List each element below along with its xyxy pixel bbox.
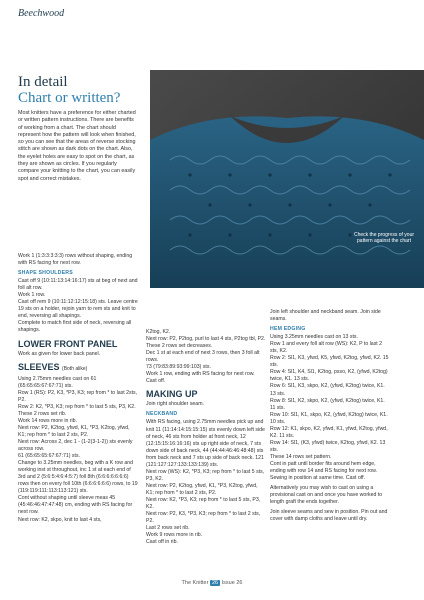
col2-p7: Join right shoulder seam. <box>146 401 204 408</box>
col1-p10: 61 (65:65:65:67:67:71) sts. <box>18 453 81 460</box>
col2-p4: 73 (79:83:89:93:99:103) sts. <box>146 364 211 371</box>
col2-p9: Last 2 rows set rib. <box>146 525 190 532</box>
shape-shoulders-heading: SHAPE SHOULDERS <box>18 270 73 277</box>
column-3 <box>270 309 390 523</box>
sweater-photo-image <box>150 70 424 288</box>
col2-next2: Next row: P2, K2tog, yfwd, K1, *P3, K2tog, yfwd, K1; rep from * to last 2 sts, P2. <box>146 482 258 496</box>
intro-subheading: Chart or written? <box>18 90 121 106</box>
page-footer <box>0 580 424 586</box>
col3-p3: These 14 rows set pattern. <box>270 453 332 460</box>
col2-p6: Cast off. <box>146 378 166 385</box>
col2-p10: Work 9 rows more in rib. <box>146 532 203 539</box>
col3-row2: Row 2: Sl1, K3, yfwd, K5, yfwd, K2tog, yfwd, K2. 15 sts. <box>270 355 389 369</box>
sleeves-heading <box>18 362 138 374</box>
col1-p6: Work as given for lower back panel. <box>18 350 101 357</box>
issue-number: Issue 26 <box>221 580 243 586</box>
page-number-badge: 26 <box>211 580 219 586</box>
col1-p2: Cast off 9 (10:11:13:14:16:17) sts at beg of next and foll alt row. <box>18 278 138 292</box>
col1-p1: Work 1 (1:3:3:3:3:3) rows without shaping, ending with RS facing for next row. <box>18 253 133 267</box>
col3-p2: Using 3.25mm needles cast on 13 sts. <box>270 334 358 341</box>
col3-p4: Cont in patt until border fits around hem edge, ending with row 14 and RS facing for next row. Sewing in position at same time. Cast off. <box>270 460 377 482</box>
col2-next1: Next row: P2, P2tog, purl to last 4 sts, P2tog tbl, P2. <box>146 336 266 343</box>
col1-next2: Next row: Across 2, dec 1 - (1-2(3-1-2)) sts evenly across row. <box>18 438 133 453</box>
column-2 <box>146 329 266 546</box>
col3-p6: Join sleeve seams and sew in position. Pin out and cover with damp cloths and leave until dry. <box>270 509 388 523</box>
col1-p7: Using 2.75mm needles cast on 61 (65:65:65:67:67:71) sts. <box>18 375 97 389</box>
column-1 <box>18 253 138 524</box>
col1-next3: Next row: K2, skpo, knit to last 4 sts, <box>18 516 102 523</box>
lower-front-heading: LOWER FRONT PANEL <box>18 338 118 349</box>
col2-p5: Work 1 row, ending with RS facing for next row. <box>146 371 255 378</box>
col2-p2: These 2 rows set decreases. <box>146 343 213 350</box>
magazine-name: The Knitter <box>181 580 209 586</box>
intro-box <box>18 74 136 183</box>
col2-p3: Dec 1 st at each end of next 3 rows, then 3 foll alt rows. <box>146 350 260 364</box>
col2-p11: Cast off in rib. <box>146 539 178 546</box>
col1-p12: Cont without shaping until sleeve meas 45 (45:46:46:47:47:48) cm, ending with RS facing for next row. <box>18 495 133 516</box>
col1-p3: Work 1 row. <box>18 292 46 299</box>
col2-next4: Next row: P2, K3, *P3, K3; rep from * to last 2 sts, P2. <box>146 511 261 525</box>
col3-row10: Row 10: Sl1, K1, skpo, K2, (yfwd, K2tog) twice, K1. 10 sts. <box>270 411 388 425</box>
col1-row1: Row 1 (RS): P2, K3, *P3, K3; rep from * to last 2sts, P2. <box>18 389 138 403</box>
col3-row12: Row 12: K1, skpo, K2, yfwd, K1, yfwd, K2tog, yfwd, K2. 11 sts. <box>270 425 388 439</box>
col3-row4: Row 4: Sl1, K4, Sl1, K2tog, psso, K2, (yfwd, K2tog) twice, K1. 13 sts. <box>270 369 388 383</box>
sweater-photo <box>150 70 424 288</box>
col1-row2: Row 2: K2, *P3, K3; rep from * to last 5 sts, P3, K2. <box>18 403 136 410</box>
making-up-heading: MAKING UP <box>146 389 198 400</box>
neckband-heading: NECKBAND <box>146 411 178 418</box>
col3-row8: Row 8: Sl1, K2, skpo, K2, (yfwd, K2tog) twice, K1. 11 sts. <box>270 397 385 411</box>
col3-row14: Row 14: Sl1, (K3, yfwd) twice, K2tog, yfwd, K2. 13 sts. <box>270 439 386 453</box>
photo-caption: Check the progress of your pattern against the chart <box>353 232 415 245</box>
col2-p1: K2tog, K2. <box>146 329 171 335</box>
section-label: Beechwood <box>18 8 65 19</box>
sleeves-title: SLEEVES <box>18 361 60 372</box>
col3-p1: Join left shoulder and neckband seam. Join side seams. <box>270 309 381 323</box>
col1-p11: Change to 3.25mm needles, beg with a K row and working inst st throughout, inc 1 st at each end of 3rd and 2 (5:6:5:4:6:4:5:7) foll 8th (6:6:6:6:6:6:6) rows then on every foll 10th (6:6:6:6:6:6) rows, to 19 (119:119:111:113:113:121) sts. <box>18 460 138 495</box>
col1-p8: These 2 rows set rib. <box>18 410 67 417</box>
col3-row1: Row 1 and every foll alt row (WS): K2, P to last 2 sts, K2. <box>270 341 383 355</box>
col2-next3: Next row: K2, *P3, K3; rep from * to last 5 sts, P3, K2. <box>146 496 261 511</box>
col1-next1: Next row: P2, K2tog, yfwd, K1, *P3, K2tog, yfwd, K1; rep from * to last 2 sts, P2. <box>18 424 130 438</box>
col3-row6: Row 6: Sl1, K3, skpo, K2, (yfwd, K2tog) twice, K1. 13 sts. <box>270 383 385 397</box>
col2-next1b: Next row (WS): K2, *P3, K3; rep from * to last 5 sts, P3, K2. <box>146 468 265 482</box>
hem-edging-heading: HEM EDGING <box>270 326 306 333</box>
col1-p4: Cast off rem 9 (10:11:12:12:15:18) sts. Leave centre 19 sts on a holder, rejoin yarn to rem sts and knit to end, reversing all shapings. <box>18 299 138 320</box>
sleeves-subtitle: (Both alike) <box>62 365 88 372</box>
col2-p8: With RS facing, using 2.75mm needles pick up and knit 11 (11:14:14:15:15:15) sts evenly down left side of neck, 46 sts from holder at front neck, 12 (12:15:15:16:16:16) sts up right side of neck, 7 sts down side of back neck, 44 (44:44:46:46:48:48) sts from back neck and 7 sts up side of back neck. 121 (121:127:127:133:133:139) sts. <box>146 419 265 468</box>
col1-p5: Complete to match first side of neck, reversing all shapings. <box>18 320 132 334</box>
col3-p5: Alternatively you may wish to cast on using a provisional cast on and once you have worked to length graft the ends together. <box>270 485 383 506</box>
col1-p9: Work 14 rows more in rib. <box>18 417 77 424</box>
intro-heading: In detail <box>18 74 68 90</box>
intro-body: Most knitters have a preference for either charted or written pattern instructions. There are benefits of working from a chart. The chart should represent how the pattern will look when finished, so you can see that the areas of reverse stocking stitch are shown as dark dots on the chart. Also, the eyelet holes are easy to spot on the chart, as they are shown as circles. If you regularly compare your knitting to the chart, you can easily spot and correct mistakes. <box>18 110 136 182</box>
